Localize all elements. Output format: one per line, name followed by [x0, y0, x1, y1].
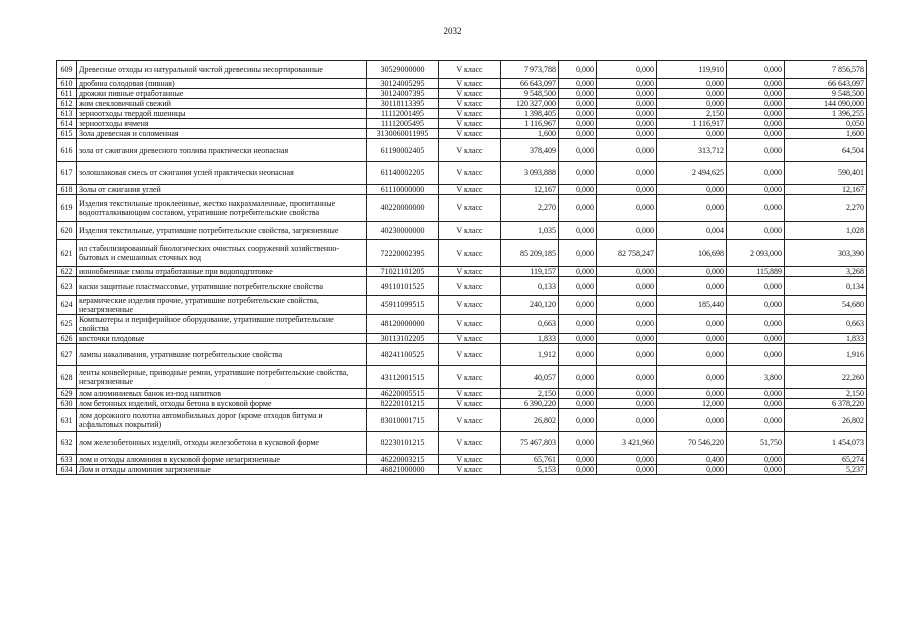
value-cell-6: 5,237 [785, 464, 867, 474]
value-cell-3: 0,000 [597, 389, 657, 399]
value-cell-4: 0,000 [657, 314, 727, 333]
value-cell-5: 51,750 [727, 431, 785, 454]
row-number: 625 [57, 314, 77, 333]
row-number: 627 [57, 343, 77, 366]
waste-name: зерноотходы ячменя [77, 119, 367, 129]
value-cell-6: 590,401 [785, 161, 867, 184]
row-number: 612 [57, 99, 77, 109]
hazard-class: V класс [439, 343, 501, 366]
value-cell-4: 0,400 [657, 454, 727, 464]
value-cell-1: 240,120 [501, 295, 559, 314]
table-row [57, 99, 867, 109]
row-number: 631 [57, 409, 77, 432]
value-cell-3: 0,000 [597, 139, 657, 162]
waste-name: лом бетонных изделий, отходы бетона в кусковой форме [77, 399, 367, 409]
table-row [57, 161, 867, 184]
value-cell-1: 75 467,803 [501, 431, 559, 454]
fkko-code: 46821000000 [367, 464, 439, 474]
hazard-class: V класс [439, 99, 501, 109]
table-row [57, 129, 867, 139]
hazard-class: V класс [439, 389, 501, 399]
value-cell-5: 3,800 [727, 366, 785, 389]
value-cell-1: 1,833 [501, 333, 559, 343]
value-cell-6: 9 548,500 [785, 89, 867, 99]
value-cell-1: 6 390,220 [501, 399, 559, 409]
value-cell-3: 0,000 [597, 129, 657, 139]
value-cell-1: 120 327,000 [501, 99, 559, 109]
waste-name: дробина солодовая (пивная) [77, 79, 367, 89]
value-cell-1: 3 093,888 [501, 161, 559, 184]
value-cell-3: 0,000 [597, 184, 657, 194]
table-row [57, 139, 867, 162]
waste-name: Древесные отходы из натуральной чистой древесины несортированные [77, 61, 367, 79]
table-row [57, 343, 867, 366]
hazard-class: V класс [439, 277, 501, 295]
waste-name: ил стабилизированный биологических очистных сооружений хозяйственно-бытовых и смешанных сточных вод [77, 240, 367, 267]
value-cell-2: 0,000 [559, 89, 597, 99]
value-cell-3: 0,000 [597, 194, 657, 221]
fkko-code: 61110000000 [367, 184, 439, 194]
row-number: 609 [57, 61, 77, 79]
value-cell-2: 0,000 [559, 194, 597, 221]
table-row [57, 61, 867, 79]
value-cell-1: 26,802 [501, 409, 559, 432]
value-cell-3: 0,000 [597, 314, 657, 333]
row-number: 620 [57, 221, 77, 239]
value-cell-6: 1,028 [785, 221, 867, 239]
value-cell-2: 0,000 [559, 139, 597, 162]
value-cell-4: 0,000 [657, 464, 727, 474]
value-cell-5: 0,000 [727, 61, 785, 79]
value-cell-2: 0,000 [559, 109, 597, 119]
hazard-class: V класс [439, 454, 501, 464]
value-cell-5: 0,000 [727, 119, 785, 129]
value-cell-1: 1 116,967 [501, 119, 559, 129]
fkko-code: 30529000000 [367, 61, 439, 79]
value-cell-6: 65,274 [785, 454, 867, 464]
fkko-code: 46220003215 [367, 454, 439, 464]
fkko-code: 46220005515 [367, 389, 439, 399]
waste-name: Зола древесная и соломенная [77, 129, 367, 139]
fkko-code: 30124005295 [367, 79, 439, 89]
waste-name: зола от сжигания древесного топлива практически неопасная [77, 139, 367, 162]
table-row [57, 389, 867, 399]
table-row [57, 194, 867, 221]
waste-name: керамические изделия прочие, утратившие потребительские свойства, незагрязненные [77, 295, 367, 314]
value-cell-6: 2,150 [785, 389, 867, 399]
value-cell-4: 185,440 [657, 295, 727, 314]
waste-name: лом и отходы алюминия в кусковой форме незагрязненные [77, 454, 367, 464]
hazard-class: V класс [439, 240, 501, 267]
value-cell-6: 1 396,255 [785, 109, 867, 119]
table-row [57, 431, 867, 454]
waste-name: Компьютеры и периферийное оборудование, утратившие потребительские свойства [77, 314, 367, 333]
row-number: 624 [57, 295, 77, 314]
value-cell-1: 1 398,405 [501, 109, 559, 119]
row-number: 615 [57, 129, 77, 139]
value-cell-2: 0,000 [559, 333, 597, 343]
table-row [57, 454, 867, 464]
table-row [57, 333, 867, 343]
value-cell-2: 0,000 [559, 431, 597, 454]
row-number: 632 [57, 431, 77, 454]
value-cell-6: 1,916 [785, 343, 867, 366]
hazard-class: V класс [439, 139, 501, 162]
value-cell-6: 7 856,578 [785, 61, 867, 79]
value-cell-1: 40,057 [501, 366, 559, 389]
hazard-class: V класс [439, 61, 501, 79]
value-cell-5: 0,000 [727, 409, 785, 432]
fkko-code: 61140002205 [367, 161, 439, 184]
table-row [57, 267, 867, 277]
value-cell-5: 0,000 [727, 221, 785, 239]
value-cell-5: 0,000 [727, 454, 785, 464]
value-cell-2: 0,000 [559, 119, 597, 129]
hazard-class: V класс [439, 119, 501, 129]
hazard-class: V класс [439, 431, 501, 454]
value-cell-1: 12,167 [501, 184, 559, 194]
waste-name: каски защитные пластмассовые, утратившие потребительские свойства [77, 277, 367, 295]
value-cell-5: 0,000 [727, 99, 785, 109]
row-number: 621 [57, 240, 77, 267]
hazard-class: V класс [439, 221, 501, 239]
value-cell-4: 313,712 [657, 139, 727, 162]
table-row [57, 89, 867, 99]
value-cell-3: 0,000 [597, 295, 657, 314]
value-cell-2: 0,000 [559, 464, 597, 474]
value-cell-3: 0,000 [597, 343, 657, 366]
waste-name: лампы накаливания, утратившие потребительские свойства [77, 343, 367, 366]
hazard-class: V класс [439, 464, 501, 474]
value-cell-6: 54,680 [785, 295, 867, 314]
value-cell-2: 0,000 [559, 366, 597, 389]
value-cell-2: 0,000 [559, 295, 597, 314]
value-cell-2: 0,000 [559, 99, 597, 109]
waste-name: Изделия текстильные проклеенные, жестко накрахмаленные, пропитанные водоотталкивающим составом, утратившие потребительские свойства [77, 194, 367, 221]
row-number: 616 [57, 139, 77, 162]
table-row [57, 184, 867, 194]
value-cell-4: 2,150 [657, 109, 727, 119]
row-number: 629 [57, 389, 77, 399]
value-cell-2: 0,000 [559, 454, 597, 464]
hazard-class: V класс [439, 184, 501, 194]
value-cell-6: 144 090,000 [785, 99, 867, 109]
value-cell-1: 85 209,185 [501, 240, 559, 267]
value-cell-6: 66 643,097 [785, 79, 867, 89]
value-cell-6: 1 454,073 [785, 431, 867, 454]
value-cell-3: 0,000 [597, 109, 657, 119]
value-cell-4: 0,000 [657, 194, 727, 221]
value-cell-3: 0,000 [597, 267, 657, 277]
value-cell-5: 115,889 [727, 267, 785, 277]
value-cell-1: 378,409 [501, 139, 559, 162]
value-cell-6: 3,268 [785, 267, 867, 277]
value-cell-2: 0,000 [559, 184, 597, 194]
value-cell-3: 0,000 [597, 399, 657, 409]
hazard-class: V класс [439, 366, 501, 389]
value-cell-3: 0,000 [597, 119, 657, 129]
fkko-code: 11112001495 [367, 109, 439, 119]
value-cell-1: 2,150 [501, 389, 559, 399]
value-cell-3: 0,000 [597, 464, 657, 474]
value-cell-3: 0,000 [597, 79, 657, 89]
value-cell-1: 9 548,500 [501, 89, 559, 99]
waste-name: Золы от сжигания углей [77, 184, 367, 194]
value-cell-5: 0,000 [727, 161, 785, 184]
value-cell-6: 12,167 [785, 184, 867, 194]
value-cell-3: 0,000 [597, 333, 657, 343]
value-cell-6: 303,390 [785, 240, 867, 267]
value-cell-3: 0,000 [597, 61, 657, 79]
value-cell-1: 0,663 [501, 314, 559, 333]
fkko-code: 30118113395 [367, 99, 439, 109]
value-cell-1: 119,157 [501, 267, 559, 277]
table-row [57, 295, 867, 314]
table-row [57, 119, 867, 129]
value-cell-5: 0,000 [727, 295, 785, 314]
value-cell-3: 0,000 [597, 454, 657, 464]
table-row [57, 79, 867, 89]
fkko-code: 61190002405 [367, 139, 439, 162]
row-number: 630 [57, 399, 77, 409]
fkko-code: 72220002395 [367, 240, 439, 267]
hazard-class: V класс [439, 314, 501, 333]
waste-name: лом алюминиевых банок из-под напитков [77, 389, 367, 399]
value-cell-5: 0,000 [727, 333, 785, 343]
value-cell-6: 64,504 [785, 139, 867, 162]
fkko-code: 43112001515 [367, 366, 439, 389]
waste-name: лом железобетонных изделий, отходы железобетона в кусковой форме [77, 431, 367, 454]
value-cell-5: 0,000 [727, 79, 785, 89]
hazard-class: V класс [439, 267, 501, 277]
table-row [57, 464, 867, 474]
value-cell-3: 0,000 [597, 221, 657, 239]
value-cell-6: 0,050 [785, 119, 867, 129]
fkko-code: 3130060011995 [367, 129, 439, 139]
value-cell-1: 0,133 [501, 277, 559, 295]
waste-name: золошлаковая смесь от сжигания углей практически неопасная [77, 161, 367, 184]
waste-table [56, 60, 867, 475]
value-cell-4: 0,000 [657, 184, 727, 194]
row-number: 628 [57, 366, 77, 389]
value-cell-4: 0,000 [657, 366, 727, 389]
value-cell-6: 1,600 [785, 129, 867, 139]
row-number: 623 [57, 277, 77, 295]
fkko-code: 30113102205 [367, 333, 439, 343]
value-cell-3: 82 758,247 [597, 240, 657, 267]
value-cell-1: 66 643,097 [501, 79, 559, 89]
value-cell-3: 0,000 [597, 99, 657, 109]
fkko-code: 45911099515 [367, 295, 439, 314]
value-cell-1: 65,761 [501, 454, 559, 464]
value-cell-1: 2,270 [501, 194, 559, 221]
value-cell-3: 3 421,960 [597, 431, 657, 454]
value-cell-5: 0,000 [727, 194, 785, 221]
waste-name: Изделия текстильные, утратившие потребительские свойства, загрязненные [77, 221, 367, 239]
table-row [57, 240, 867, 267]
value-cell-3: 0,000 [597, 89, 657, 99]
table-row [57, 409, 867, 432]
hazard-class: V класс [439, 333, 501, 343]
value-cell-4: 0,000 [657, 89, 727, 99]
value-cell-3: 0,000 [597, 277, 657, 295]
value-cell-4: 0,000 [657, 99, 727, 109]
hazard-class: V класс [439, 109, 501, 119]
waste-name: Лом и отходы алюминия загрязненные [77, 464, 367, 474]
value-cell-6: 26,802 [785, 409, 867, 432]
value-cell-2: 0,000 [559, 221, 597, 239]
fkko-code: 40220000000 [367, 194, 439, 221]
hazard-class: V класс [439, 409, 501, 432]
page-number: 2032 [443, 26, 462, 36]
value-cell-5: 2 093,000 [727, 240, 785, 267]
value-cell-5: 0,000 [727, 277, 785, 295]
value-cell-4: 0,000 [657, 343, 727, 366]
hazard-class: V класс [439, 89, 501, 99]
value-cell-6: 0,134 [785, 277, 867, 295]
table-row [57, 399, 867, 409]
value-cell-6: 22,260 [785, 366, 867, 389]
row-number: 613 [57, 109, 77, 119]
value-cell-6: 0,663 [785, 314, 867, 333]
hazard-class: V класс [439, 129, 501, 139]
value-cell-4: 0,000 [657, 409, 727, 432]
value-cell-1: 1,035 [501, 221, 559, 239]
value-cell-4: 2 494,625 [657, 161, 727, 184]
value-cell-5: 0,000 [727, 343, 785, 366]
value-cell-2: 0,000 [559, 343, 597, 366]
value-cell-1: 5,153 [501, 464, 559, 474]
value-cell-3: 0,000 [597, 161, 657, 184]
row-number: 634 [57, 464, 77, 474]
value-cell-2: 0,000 [559, 399, 597, 409]
value-cell-5: 0,000 [727, 464, 785, 474]
value-cell-2: 0,000 [559, 79, 597, 89]
row-number: 618 [57, 184, 77, 194]
value-cell-1: 1,600 [501, 129, 559, 139]
value-cell-6: 2,270 [785, 194, 867, 221]
hazard-class: V класс [439, 295, 501, 314]
fkko-code: 48241100525 [367, 343, 439, 366]
fkko-code: 30124007395 [367, 89, 439, 99]
value-cell-5: 0,000 [727, 184, 785, 194]
hazard-class: V класс [439, 194, 501, 221]
value-cell-4: 106,698 [657, 240, 727, 267]
fkko-code: 49110101525 [367, 277, 439, 295]
table-row [57, 109, 867, 119]
waste-name: жом свекловичный свежий [77, 99, 367, 109]
value-cell-4: 70 546,220 [657, 431, 727, 454]
fkko-code: 48120000000 [367, 314, 439, 333]
hazard-class: V класс [439, 161, 501, 184]
value-cell-2: 0,000 [559, 389, 597, 399]
row-number: 610 [57, 79, 77, 89]
value-cell-6: 1,833 [785, 333, 867, 343]
value-cell-4: 0,000 [657, 267, 727, 277]
value-cell-4: 12,000 [657, 399, 727, 409]
table-row [57, 277, 867, 295]
value-cell-2: 0,000 [559, 409, 597, 432]
fkko-code: 71021101205 [367, 267, 439, 277]
value-cell-5: 0,000 [727, 89, 785, 99]
value-cell-4: 0,000 [657, 79, 727, 89]
table-body [57, 61, 867, 475]
table-row [57, 366, 867, 389]
value-cell-4: 0,000 [657, 277, 727, 295]
value-cell-2: 0,000 [559, 129, 597, 139]
fkko-code: 40230000000 [367, 221, 439, 239]
waste-name: ионообменные смолы отработанные при водоподготовке [77, 267, 367, 277]
value-cell-5: 0,000 [727, 314, 785, 333]
value-cell-4: 0,000 [657, 389, 727, 399]
fkko-code: 11112005495 [367, 119, 439, 129]
fkko-code: 82230101215 [367, 431, 439, 454]
row-number: 617 [57, 161, 77, 184]
value-cell-1: 1,912 [501, 343, 559, 366]
row-number: 614 [57, 119, 77, 129]
hazard-class: V класс [439, 79, 501, 89]
row-number: 619 [57, 194, 77, 221]
fkko-code: 83010001715 [367, 409, 439, 432]
value-cell-4: 0,004 [657, 221, 727, 239]
value-cell-4: 0,000 [657, 333, 727, 343]
table-row [57, 314, 867, 333]
table-row [57, 221, 867, 239]
value-cell-5: 0,000 [727, 109, 785, 119]
value-cell-3: 0,000 [597, 366, 657, 389]
value-cell-5: 0,000 [727, 139, 785, 162]
value-cell-5: 0,000 [727, 129, 785, 139]
waste-name: дрожжи пивные отработанные [77, 89, 367, 99]
row-number: 633 [57, 454, 77, 464]
value-cell-5: 0,000 [727, 399, 785, 409]
value-cell-2: 0,000 [559, 267, 597, 277]
waste-name: лом дорожного полотна автомобильных дорог (кроме отходов битума и асфальтовых покрытий) [77, 409, 367, 432]
value-cell-1: 7 973,788 [501, 61, 559, 79]
value-cell-4: 0,000 [657, 129, 727, 139]
value-cell-2: 0,000 [559, 240, 597, 267]
waste-name: зерноотходы твердой пшеницы [77, 109, 367, 119]
value-cell-2: 0,000 [559, 161, 597, 184]
value-cell-6: 6 378,220 [785, 399, 867, 409]
fkko-code: 82220101215 [367, 399, 439, 409]
row-number: 622 [57, 267, 77, 277]
value-cell-2: 0,000 [559, 277, 597, 295]
value-cell-4: 1 116,917 [657, 119, 727, 129]
hazard-class: V класс [439, 399, 501, 409]
value-cell-5: 0,000 [727, 389, 785, 399]
row-number: 626 [57, 333, 77, 343]
waste-name: ленты конвейерные, приводные ремни, утратившие потребительские свойства, незагрязненные [77, 366, 367, 389]
waste-name: косточки плодовые [77, 333, 367, 343]
value-cell-3: 0,000 [597, 409, 657, 432]
value-cell-2: 0,000 [559, 61, 597, 79]
value-cell-2: 0,000 [559, 314, 597, 333]
value-cell-4: 119,910 [657, 61, 727, 79]
row-number: 611 [57, 89, 77, 99]
